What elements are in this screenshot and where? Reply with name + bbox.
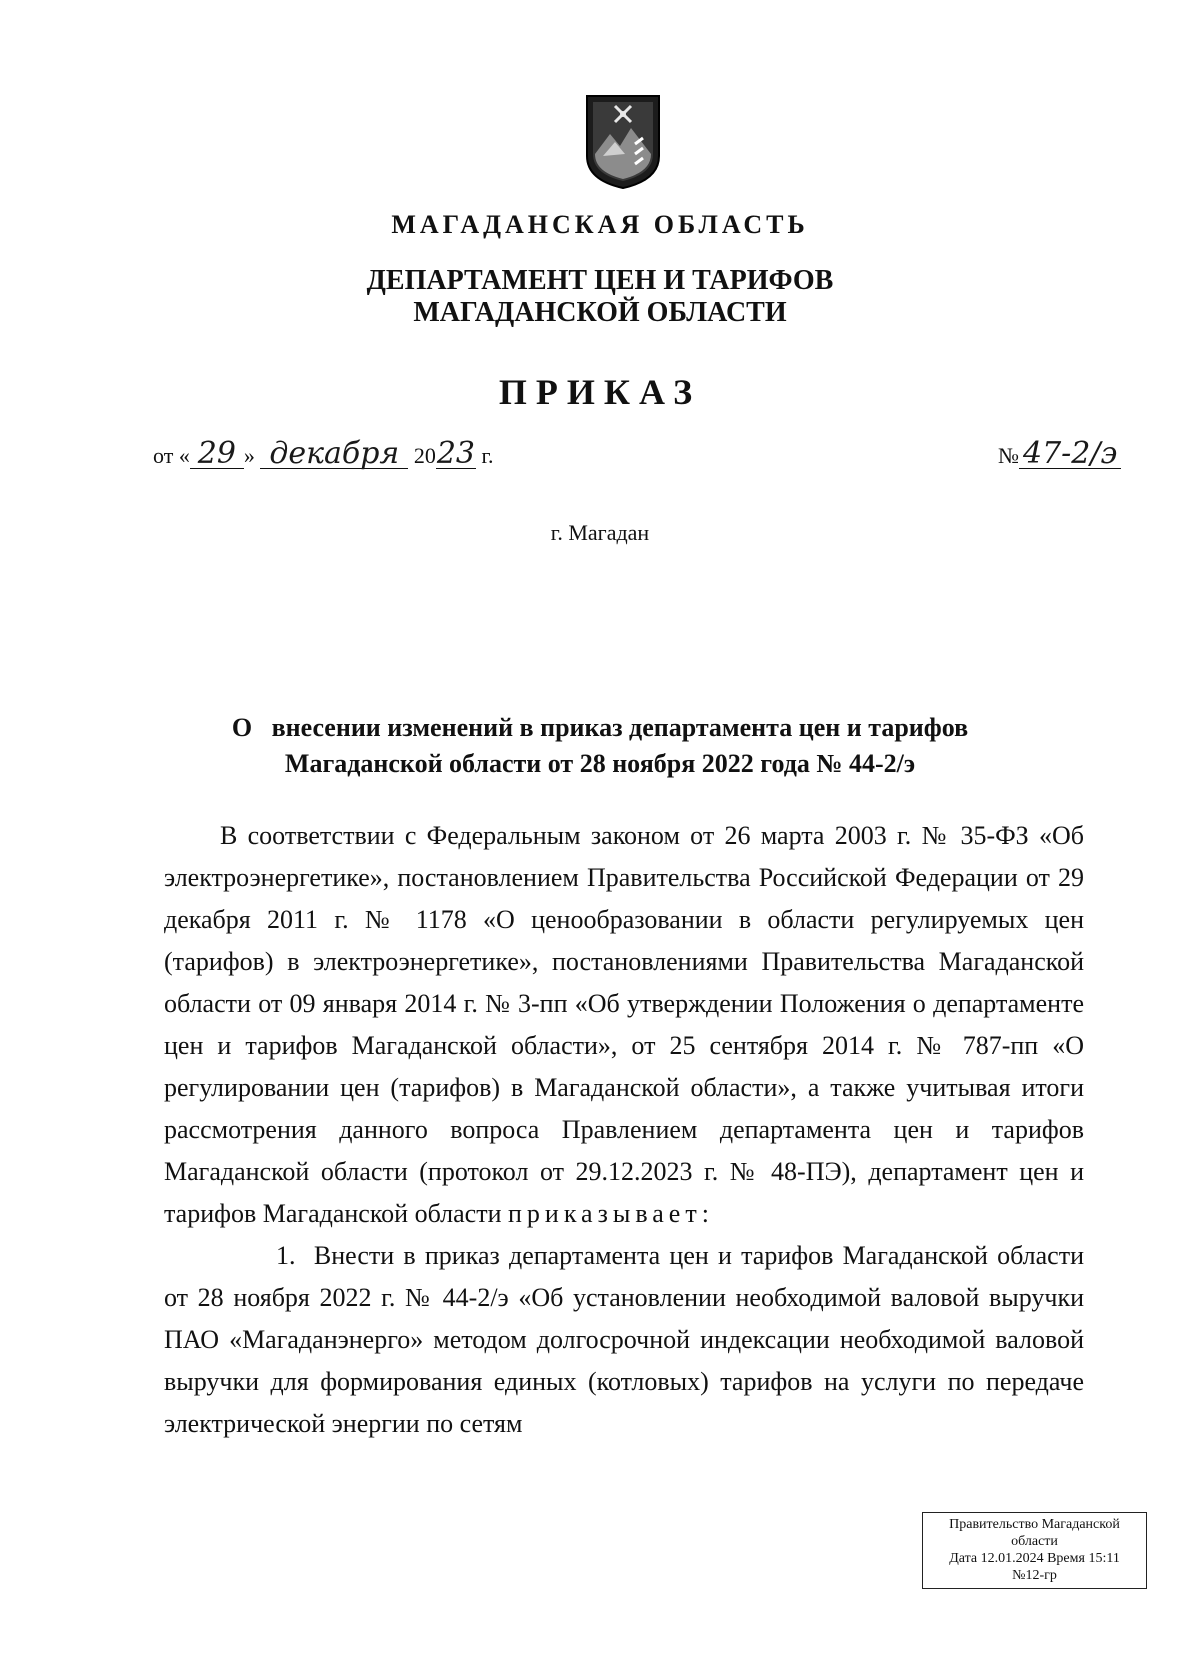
item-1-number: 1. <box>276 1241 296 1270</box>
date-month-handwritten: декабря <box>260 440 408 469</box>
document-type-title: ПРИКАЗ <box>498 372 702 412</box>
stamp-line4: №12-гр <box>1012 1568 1057 1583</box>
stamp-line3: Дата 12.01.2024 Время 15:11 <box>949 1551 1120 1566</box>
year-prefix: 20 <box>413 443 436 468</box>
department-title-line2: МАГАДАНСКОЙ ОБЛАСТИ <box>413 297 787 328</box>
item-1-text: Внести в приказ департамента цен и тарифов Магаданской области от 28 ноября 2022 г. № 44-2/э «Об установлении необходимой валовой выручки ПАО «Магаданэнерго» методом долгосрочной индексации необходимой валовой выручки для формирования единых (котловых) тарифов на услуги по передаче электрической энергии по сетям <box>164 1241 1084 1438</box>
item-1-paragraph <box>164 1235 1084 1445</box>
order-date <box>153 436 494 471</box>
department-title <box>0 265 1200 329</box>
year-unit: г. <box>481 443 494 468</box>
region-title: МАГАДАНСКАЯ ОБЛАСТЬ <box>391 210 809 239</box>
preamble-verb: приказывает: <box>507 1199 714 1228</box>
stamp-line1: Правительство Магаданской <box>949 1517 1120 1532</box>
document-body <box>164 815 1084 1445</box>
document-heading-line1: О внесении изменений в приказ департамента цен и тарифов <box>231 713 969 742</box>
number-value-handwritten: 47-2/э <box>1019 440 1121 469</box>
department-title-line1: ДЕПАРТАМЕНТ ЦЕН И ТАРИФОВ <box>366 265 834 296</box>
order-number <box>998 436 1121 471</box>
registration-stamp <box>922 1512 1147 1589</box>
coat-of-arms-icon <box>585 94 661 190</box>
number-label: № <box>998 443 1019 468</box>
preamble-text: В соответствии с Федеральным законом от 26 марта 2003 г. № 35-ФЗ «Об электроэнергетике», постановлением Правительства Российской Федерации от 29 декабря 2011 г. № 1178 «О ценообразовании в области регулируемых цен (тарифов) в электроэнергетике», постановлениями Правительства Магаданской области от 09 января 2014 г. № 3-пп «Об утверждении Положения о департаменте цен и тарифов Магаданской области», от 25 сентября 2014 г. № 787-пп «О регулировании цен (тарифов) в Магаданской области», а также учитывая итоги рассмотрения данного вопроса Правлением департамента цен и тарифов Магаданской области (протокол от 29.12.2023 г. № 48-ПЭ), департамент цен и тарифов Магаданской области <box>164 821 1084 1228</box>
document-heading <box>150 710 1050 782</box>
year-suffix-handwritten: 23 <box>436 436 476 471</box>
city-name: г. Магадан <box>550 520 650 545</box>
preamble-paragraph <box>164 815 1084 1235</box>
date-prefix: от « <box>153 443 190 468</box>
date-quote-close: » <box>243 443 255 468</box>
date-day-handwritten: 29 <box>190 440 244 469</box>
document-heading-line2: Магаданской области от 28 ноября 2022 года № 44-2/э <box>284 749 916 778</box>
stamp-line2: области <box>1011 1534 1058 1549</box>
